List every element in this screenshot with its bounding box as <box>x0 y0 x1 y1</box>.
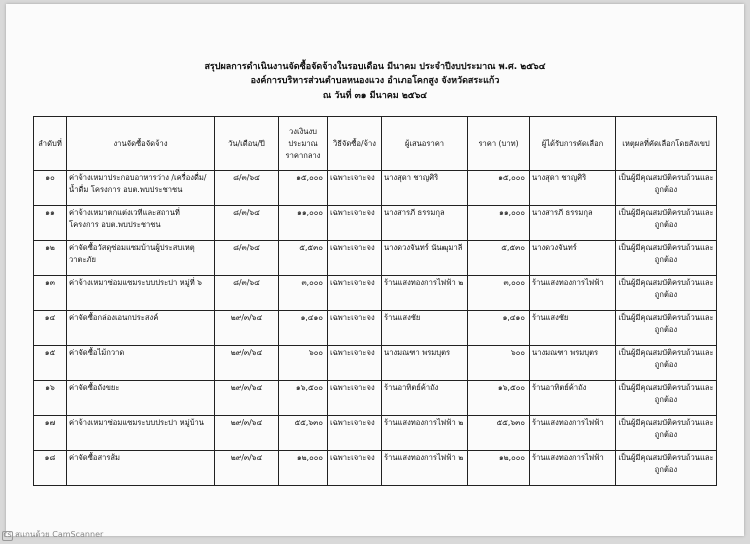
bid-price: ๑๒,๐๐๐ <box>468 451 530 486</box>
bid-price: ๖๐๐ <box>468 346 530 381</box>
table-row <box>34 451 717 486</box>
table-row <box>34 241 717 276</box>
table-row <box>34 276 717 311</box>
budget-amount: ๕๕,๖๓๐ <box>279 416 328 451</box>
budget-amount: ๑๑,๐๐๐ <box>279 206 328 241</box>
procurement-method: เฉพาะเจาะจง <box>328 206 382 241</box>
column-header-winner: ผู้ได้รับการคัดเลือก <box>530 117 616 171</box>
report-date: ณ วันที่ ๓๑ มีนาคม ๒๕๖๔ <box>322 91 428 101</box>
selected-vendor: ร้านแสงชัย <box>530 311 616 346</box>
procurement-method: เฉพาะเจาะจง <box>328 241 382 276</box>
procurement-date: ๒๙/๓/๖๔ <box>215 311 279 346</box>
procurement-method: เฉพาะเจาะจง <box>328 381 382 416</box>
budget-amount: ๖๐๐ <box>279 346 328 381</box>
selection-reason: เป็นผู้มีคุณสมบัติครบถ้วนและถูกต้อง <box>616 416 717 451</box>
procurement-date: ๘/๓/๖๔ <box>215 241 279 276</box>
procurement-date: ๘/๓/๖๔ <box>215 206 279 241</box>
budget-amount: ๕,๕๓๐ <box>279 241 328 276</box>
bid-price: ๑๕,๐๐๐ <box>468 171 530 206</box>
watermark-text: สแกนด้วย CamScanner <box>15 530 104 539</box>
procurement-item: ค่าจัดซื้อไม้กวาด <box>67 346 215 381</box>
budget-amount: ๑,๔๑๐ <box>279 311 328 346</box>
table-row <box>34 311 717 346</box>
table-row <box>34 346 717 381</box>
column-header-item: งานจัดซื้อจัดจ้าง <box>67 117 215 171</box>
bidder-name: นางสุดา ชาญศิริ <box>382 171 468 206</box>
table-row <box>34 206 717 241</box>
bidder-name: นางสารภี ธรรมกุล <box>382 206 468 241</box>
procurement-date: ๘/๓/๖๔ <box>215 276 279 311</box>
bid-price: ๕๕,๖๓๐ <box>468 416 530 451</box>
procurement-method: เฉพาะเจาะจง <box>328 311 382 346</box>
bidder-name: ร้านแสงทองการไฟฟ้า ๒ <box>382 416 468 451</box>
column-header-bidder: ผู้เสนอราคา <box>382 117 468 171</box>
procurement-date: ๘/๓/๖๔ <box>215 171 279 206</box>
selection-reason: เป็นผู้มีคุณสมบัติครบถ้วนและถูกต้อง <box>616 276 717 311</box>
bid-price: ๓,๐๐๐ <box>468 276 530 311</box>
budget-amount: ๑๕,๐๐๐ <box>279 171 328 206</box>
bid-price: ๑๖,๕๐๐ <box>468 381 530 416</box>
budget-amount: ๑๖,๕๐๐ <box>279 381 328 416</box>
procurement-method: เฉพาะเจาะจง <box>328 171 382 206</box>
procurement-method: เฉพาะเจาะจง <box>328 346 382 381</box>
selected-vendor: ร้านแสงทองการไฟฟ้า <box>530 276 616 311</box>
procurement-item: ค่าจ้างเหมาตกแต่งเวทีและสถานที่ โครงการ อบต.พบประชาชน <box>67 206 215 241</box>
table-header-row <box>34 117 717 171</box>
selected-vendor: ร้านแสงทองการไฟฟ้า <box>530 416 616 451</box>
selected-vendor: ร้านอาทิตย์ค้าถัง <box>530 381 616 416</box>
bidder-name: ร้านแสงทองการไฟฟ้า ๒ <box>382 276 468 311</box>
selection-reason: เป็นผู้มีคุณสมบัติครบถ้วนและถูกต้อง <box>616 171 717 206</box>
row-number: ๑๐ <box>34 171 67 206</box>
bidder-name: นางมณฑา พรมบุตร <box>382 346 468 381</box>
selected-vendor: นางมณฑา พรมบุตร <box>530 346 616 381</box>
procurement-item: ค่าจัดซื้อกล่องเอนกประสงค์ <box>67 311 215 346</box>
table-row <box>34 381 717 416</box>
camscanner-icon: CS <box>3 532 12 539</box>
table-row <box>34 171 717 206</box>
column-header-reason: เหตุผลที่คัดเลือกโดยสังเขป <box>616 117 717 171</box>
procurement-item: ค่าจ้างเหมาซ่อมแซมระบบประปา หมู่ที่ ๖ <box>67 276 215 311</box>
selected-vendor: ร้านแสงทองการไฟฟ้า <box>530 451 616 486</box>
row-number: ๑๑ <box>34 206 67 241</box>
procurement-method: เฉพาะเจาะจง <box>328 416 382 451</box>
bidder-name: ร้านอาทิตย์ค้าถัง <box>382 381 468 416</box>
bidder-name: นางดวงจันทร์ นันฒุมาลี <box>382 241 468 276</box>
column-header-method: วิธีจัดซื้อ/จ้าง <box>328 117 382 171</box>
procurement-date: ๒๙/๓/๖๔ <box>215 416 279 451</box>
selection-reason: เป็นผู้มีคุณสมบัติครบถ้วนและถูกต้อง <box>616 451 717 486</box>
procurement-item: ค่าจ้างเหมาซ่อมแซมระบบประปา หมู่บ้าน <box>67 416 215 451</box>
column-header-date: วัน/เดือน/ปี <box>215 117 279 171</box>
procurement-date: ๒๙/๓/๖๔ <box>215 451 279 486</box>
row-number: ๑๓ <box>34 276 67 311</box>
row-number: ๑๔ <box>34 311 67 346</box>
procurement-method: เฉพาะเจาะจง <box>328 276 382 311</box>
column-header-price: ราคา (บาท) <box>468 117 530 171</box>
procurement-table <box>33 116 717 486</box>
selection-reason: เป็นผู้มีคุณสมบัติครบถ้วนและถูกต้อง <box>616 206 717 241</box>
row-number: ๑๕ <box>34 346 67 381</box>
procurement-method: เฉพาะเจาะจง <box>328 451 382 486</box>
row-number: ๑๗ <box>34 416 67 451</box>
selection-reason: เป็นผู้มีคุณสมบัติครบถ้วนและถูกต้อง <box>616 311 717 346</box>
procurement-item: ค่าจัดซื้อสารส้ม <box>67 451 215 486</box>
bidder-name: ร้านแสงทองการไฟฟ้า ๒ <box>382 451 468 486</box>
bid-price: ๕,๕๓๐ <box>468 241 530 276</box>
selection-reason: เป็นผู้มีคุณสมบัติครบถ้วนและถูกต้อง <box>616 381 717 416</box>
organization-name: องค์การบริหารส่วนตำบลหนองแวง อำเภอโคกสูง จังหวัดสระแก้ว <box>250 76 500 86</box>
procurement-item: ค่าจัดซื้อวัสดุซ่อมแซมบ้านผู้ประสบเหตุวาตะภัย <box>67 241 215 276</box>
selected-vendor: นางสารภี ธรรมกุล <box>530 206 616 241</box>
selection-reason: เป็นผู้มีคุณสมบัติครบถ้วนและถูกต้อง <box>616 346 717 381</box>
column-header-budget: วงเงินงบประมาณราคากลาง <box>279 117 328 171</box>
selected-vendor: นางดวงจันทร์ <box>530 241 616 276</box>
table-row <box>34 416 717 451</box>
column-header-no: ลำดับที่ <box>34 117 67 171</box>
budget-amount: ๑๒,๐๐๐ <box>279 451 328 486</box>
selected-vendor: นางสุดา ชาญศิริ <box>530 171 616 206</box>
row-number: ๑๒ <box>34 241 67 276</box>
row-number: ๑๘ <box>34 451 67 486</box>
document-page <box>6 4 744 536</box>
selection-reason: เป็นผู้มีคุณสมบัติครบถ้วนและถูกต้อง <box>616 241 717 276</box>
scanner-watermark <box>2 528 103 541</box>
procurement-date: ๒๙/๓/๖๔ <box>215 346 279 381</box>
document-title: สรุปผลการดำเนินงานจัดซื้อจัดจ้างในรอบเดือน มีนาคม ประจำปีงบประมาณ พ.ศ. ๒๕๖๔ <box>204 62 546 72</box>
procurement-date: ๒๙/๓/๖๔ <box>215 381 279 416</box>
row-number: ๑๖ <box>34 381 67 416</box>
budget-amount: ๓,๐๐๐ <box>279 276 328 311</box>
bid-price: ๑,๔๑๐ <box>468 311 530 346</box>
bidder-name: ร้านแสงชัย <box>382 311 468 346</box>
bid-price: ๑๑,๐๐๐ <box>468 206 530 241</box>
procurement-item: ค่าจัดซื้อถังขยะ <box>67 381 215 416</box>
procurement-item: ค่าจ้างเหมาประกอบอาหารว่าง /เครื่องดื่ม/น้ำดื่ม โครงการ อบต.พบประชาชน <box>67 171 215 206</box>
